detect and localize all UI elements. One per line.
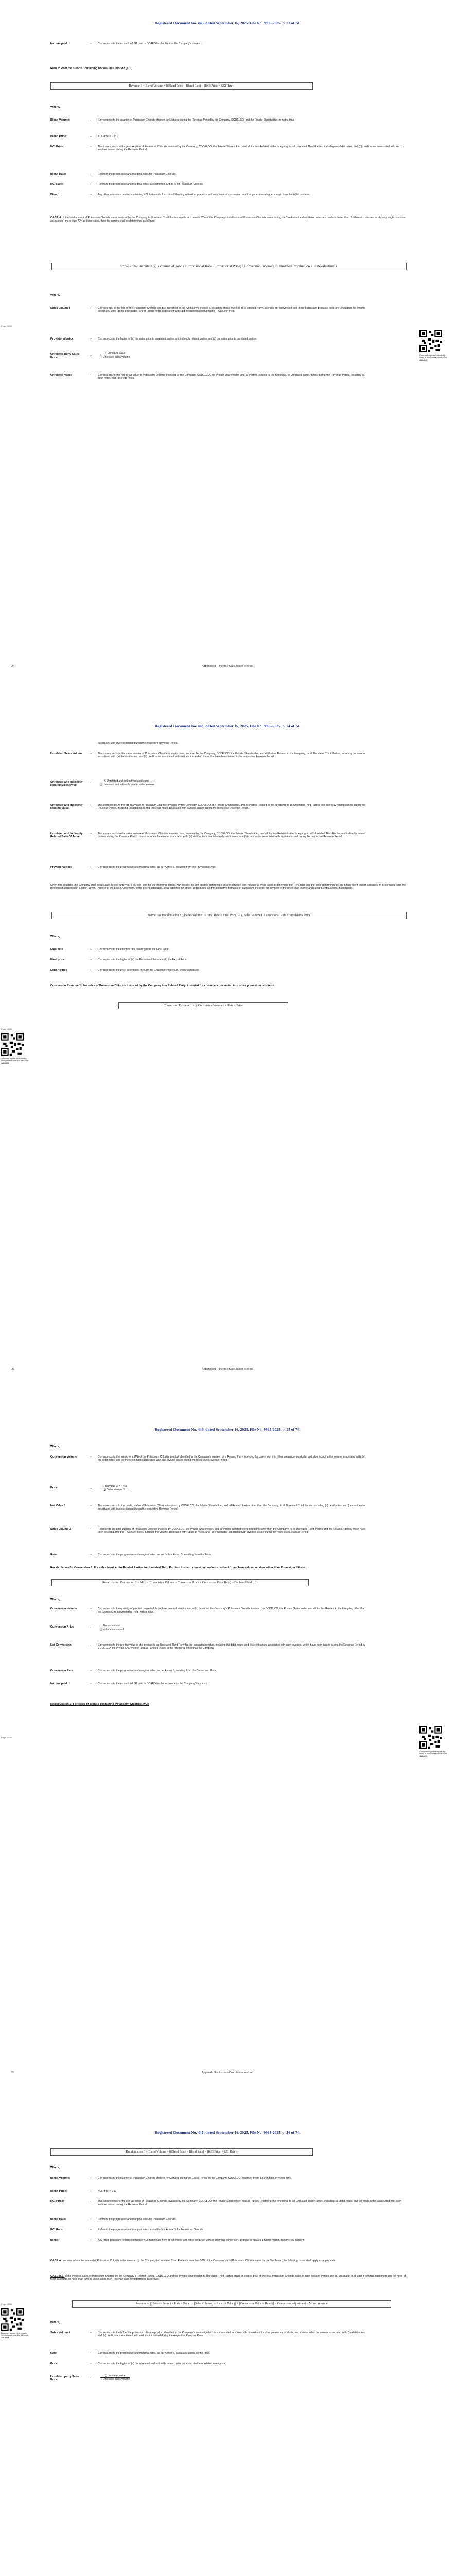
case-paragraph — [50, 2259, 406, 2262]
dash: – — [90, 307, 92, 310]
case-text: If the total amount of Potassium Chloride sales invoiced by the Company to Unrelated Third Parties equals or exceeds 50% of the Company's total invoiced Potassium Chloride sales during the Tax Period and (a) those sales are made to fewer than 3 different customers or (b) any single customer accounts for more than 70% of those sales, then the income shall be determined as follows: — [50, 216, 406, 223]
fraction-numerator: ∑ Unrelated and indirectly related value i — [100, 779, 154, 783]
case-text: If the invoiced sales of Potassium Chloride by the Company's Related Parties, CODELCO and the Private Shareholder, to Unrelated Third Parties equal or exceed 50% of the total Potassium Chloride sales of such Related Parties and (a) are made to at least 3 different customers and (b) none of them accounts for more than 70% of those sales, then Revenue shall be determined as follows: — [50, 2275, 406, 2281]
section-heading: Recalculation 3: For sales of Blends containing Potassium Chloride (KCl) — [50, 1703, 149, 1706]
definition: Corresponds to the higher of (a) the unrelated and indirectly related sales price and (b) the unrelated sales price. — [98, 2362, 226, 2365]
term: Blend Rate: — [50, 2218, 66, 2221]
dash: – — [90, 118, 92, 122]
term: Blend: — [50, 193, 60, 196]
qr-code-icon — [419, 330, 442, 352]
paragraph: Given this situation, the Company shall recalculate before, until year-end, the Rent for the following period, with respect to any positive differences arising between the Provisional Price used to determine the Rent paid and the price determined by an independent expert appointed in accordance with the mechanism described in Section Seven-Three(g) of the Lease Agreement, to the extent applicable, shall establish the prices, procedures, and/or alternative formulas for calculating the price for payment of the respective quarter and subsequent quarters, if applicable. — [50, 884, 406, 890]
term: Blend Volume: — [50, 2177, 71, 2180]
definition: Corresponds to the progressive and marginal rates, as set forth in Annex 5, resulting from the Price. — [98, 1553, 212, 1556]
dash: – — [90, 752, 92, 755]
definition: This corresponds to the sales volume of Potassium Chloride in metric tons, invoiced by the Company, CODELCO, the Private Shareholder, and all Parties Related to the foregoing, to all Unrelated Third Parties and indirectly related parties, during the Revenue Period. It also includes the volume associated with: (a) debit notes associated with said invoice, and (b) credit notes associated with invoices issued during the respective Revenue Period. — [98, 832, 365, 839]
dash: – — [90, 866, 92, 869]
term: Unrelated and Indirectly Related Sales Volume — [50, 832, 83, 838]
definition: Corresponds to the higher of (a) the Provisional Price and (b) the Export Price. — [98, 958, 187, 961]
page-header: Registered Document No. 446, dated September 16, 2025. File No. 9995-2025. p. 26 of 74. — [154, 2130, 301, 2135]
term: KCl Price: — [50, 2200, 64, 2203]
formula-box: Provisional Income = ∑ [(Volume of goods × Provisional Rate × Provisional Price) / Conversion Income] × Unrelated Revaluation 2 × Revaluation 3 — [51, 263, 407, 270]
dash: – — [90, 1607, 92, 1611]
page-1 — [0, 0, 455, 703]
fraction-denominator: ∑ Volume converted — [100, 1628, 124, 1631]
term: Blend Rate: — [50, 173, 66, 176]
dash: – — [90, 1626, 92, 1630]
where-label: Where, — [50, 2166, 60, 2170]
fraction-denominator: ∑ Unrelated sales volume — [100, 355, 130, 359]
page-number: 25 — [11, 1368, 15, 1371]
page-footer: Appendix 9 – Income Calculation Method — [201, 2071, 254, 2074]
term: Price — [50, 1486, 58, 1489]
term: Sales Volume i — [50, 307, 71, 310]
where-label: Where, — [50, 1445, 60, 1448]
page-footer: Appendix 9 – Income Calculation Method — [201, 1368, 254, 1371]
formula-box: Conversion Revenue 1 = ∑ Conversion Volume i × Rate × Price — [118, 1002, 288, 1009]
stamp-text: Document signed electronically. Verify at www.notario.cl with code — [419, 1751, 447, 1755]
page-number: 26 — [11, 2071, 15, 2074]
definition: Corresponds to the metric tons (Mt) of the Potassium Chloride product identified in the Company's invoice i to a Related Party, intended for conversion into other potassium products, and also including the volume associated with: (a) the debit notes, and (b) the credit notes associated with said invoice issued during the respective Revenue Period. — [98, 1455, 365, 1462]
dash: – — [90, 2239, 92, 2242]
section-heading: Rent 3: Rent for Blends Containing Potassium Chloride (KCl) — [50, 67, 133, 70]
definition: KCl Price × 1.13 — [98, 135, 117, 138]
dash: – — [90, 135, 92, 138]
dash: – — [90, 2331, 92, 2334]
fraction — [100, 352, 130, 359]
term: Net Value 3 — [50, 1504, 66, 1507]
definition: Corresponds to the progressive and marginal rates, as per Annex 5, calculated based on the Price. — [98, 2352, 211, 2355]
term: Price — [50, 2362, 58, 2365]
term: Provisional price — [50, 337, 74, 341]
fraction-numerator: ∑ net value 1i × 4 % i — [100, 1485, 129, 1488]
dash: – — [90, 2362, 92, 2365]
where-label: Where, — [50, 106, 60, 109]
term: Unrelated party Sales Price — [50, 2375, 80, 2381]
dash: – — [90, 804, 92, 807]
dash: – — [90, 193, 92, 196]
dash: – — [90, 1528, 92, 1531]
page-label: Page: 39/56 — [1, 325, 12, 327]
dash: – — [90, 374, 92, 377]
dash: – — [90, 1504, 92, 1507]
dash: – — [90, 948, 92, 951]
definition: Corresponds to the higher of (a) the sales price to unrelated parties and indirectly related parties and (b) the sales price to unrelated parties. — [98, 337, 257, 341]
where-label: Where, — [50, 2321, 60, 2324]
continuation-text: associated with invoices issued during the respective Revenue Period. — [98, 742, 178, 745]
dash: – — [90, 2200, 92, 2203]
where-label: Where, — [50, 935, 60, 938]
term: Blend Price: — [50, 135, 67, 138]
dash: – — [90, 337, 92, 341]
signature-stamp — [1, 1058, 29, 1064]
dash: – — [90, 2177, 92, 2180]
fraction-denominator: ∑ Unrelated and indirectly related sales volume — [100, 783, 154, 786]
fraction — [100, 1624, 124, 1631]
formula-box: Recalculation 3 = Blend Volume × [(Blend Price − Blend Rate) − (KCl Price × KCl Rate)] — [50, 2148, 313, 2156]
definition: Corresponds to the net-of-tax value of Potassium Chloride invoiced by the Company, CODELCO, the Private Shareholder, and all Parties Related to the foregoing, to Unrelated Third Parties during the Revenue Period, including (a) debit notes, and (b) credit notes. — [98, 374, 365, 380]
case-label: CASE A: — [50, 2259, 62, 2262]
stamp-code: 446-2025 — [419, 359, 428, 361]
qr-code-icon — [419, 1726, 442, 1749]
term: Unrelated Sales Volume — [50, 752, 83, 755]
where-label: Where, — [50, 1598, 60, 1601]
definition: This corresponds to the pre-tax price of Potassium Chloride invoiced by the Company, CODELCO, the Private Shareholder, and all Parties Related to the foregoing, to all Unrelated Third Parties, including (a) debit notes, and (b) credit notes associated with such invoices issued during the Revenue Period. — [98, 145, 401, 152]
dash: – — [90, 42, 92, 45]
definition: Any other potassium product containing KCl that results from direct mixing with other products, without chemical conversion, and that generates a higher margin than the KCl content. — [98, 2239, 305, 2242]
term: Rate — [50, 2352, 57, 2355]
dash: – — [90, 145, 92, 148]
page-footer: Appendix 9 – Income Calculation Method — [201, 665, 254, 668]
definition: Corresponds to the pre-tax value of the invoices to an Unrelated Third Party for the converted product, including (a) debit notes, and (b) credit notes associated with such invoices, which have been issued during the Revenue Period by CODELCO, the Private Shareholder, and all Parties Related to the foregoing, other than the Company. — [98, 1643, 365, 1650]
dash: – — [90, 2190, 92, 2193]
definition: KCl Price × 1.13 — [98, 2190, 117, 2193]
page-header: Registered Document No. 446, dated September 16, 2025. File No. 9995-2025. p. 23 of 74. — [154, 21, 301, 25]
definition: Refers to the progressive and marginal rates for Potassium Chloride. — [98, 173, 177, 176]
dash: – — [90, 1455, 92, 1459]
dash: – — [90, 782, 92, 785]
where-label: Where, — [50, 294, 60, 297]
fraction — [100, 2374, 130, 2381]
term: Unrelated and Indirectly Related Value — [50, 804, 83, 810]
stamp-code: 446-2025 — [419, 1755, 428, 1757]
stamp-text: Document signed electronically. Verify at www.notario.cl with code — [419, 354, 447, 359]
definition: Corresponds to the quantity of Potassium Chloride shipped for Mixtures during the Lease Period by the Company, CODELCO, and the Private Shareholder, in metric tons. — [98, 2177, 292, 2180]
definition: Corresponds to the amount in US$ paid to CORFO for the Rent on the Company's invoice i. — [98, 42, 202, 45]
term: KCl Price: — [50, 145, 64, 148]
section-heading: Recalculation for Conversion 2: For sales invoiced to Related Parties to Unrelated Third Parties of other potassium products derived from chemical conversion, other than Potassium Nitrate. — [50, 1566, 306, 1569]
term: Export Price — [50, 969, 67, 972]
case-paragraph — [50, 216, 406, 223]
term: Final rate — [50, 948, 63, 951]
dash: – — [90, 1553, 92, 1556]
term: Blend: — [50, 2239, 60, 2242]
term: Blend Volume: — [50, 118, 71, 122]
fraction-numerator: ∑ Unrelated value — [100, 2374, 130, 2378]
qr-code-icon — [1, 1033, 24, 1056]
term: Net Conversion — [50, 1643, 72, 1647]
dash: – — [90, 832, 92, 835]
formula-box: Revenue 3 = Blend Volume × [(Blend Price − Blend Rate) − (KCl Price × KCl Rate)] — [50, 82, 313, 90]
signature-stamp — [1, 2332, 29, 2339]
term: KCl Rate: — [50, 183, 63, 186]
case-paragraph — [50, 2275, 406, 2281]
page-4 — [0, 2110, 455, 2576]
definition: Corresponds to the quantity of Potassium Chloride shipped for Mixtures during the Revenue Period by the Company, CODELCO, and the Private Shareholder, in metric tons. — [98, 118, 295, 122]
fraction — [100, 1485, 129, 1492]
case-label: CASE A: — [50, 216, 62, 219]
case-label: CASE B.1: — [50, 2275, 65, 2278]
term: Income paid i — [50, 1682, 69, 1685]
term: Sales Volume 3 — [50, 1528, 71, 1531]
definition: Corresponds to the amount in US$ paid to CORFO for the Income from the Company's invoice i. — [98, 1682, 207, 1685]
term: Rate — [50, 1553, 57, 1556]
term: KCl Rate: — [50, 2228, 63, 2231]
definition: Corresponds to the MT of the Potassium Chloride product identified in the Company's invoice i, excluding those invoiced to a Related Party, intended for conversion into other potassium products, less any (including the volume associated with: (a) the debit notes, and (b) credit notes associated with said invoice) issued during the Revenue Period. — [98, 307, 365, 313]
definition: Corresponds to the effective rate resulting from the Final Price. — [98, 948, 169, 951]
fraction-denominator: ∑ Sales Volume 3i — [104, 1488, 126, 1492]
stamp-text: Document signed electronically. Verify at www.notario.cl with code — [1, 1058, 29, 1062]
dash: – — [90, 183, 92, 186]
fraction-numerator: ∑ Unrelated value — [100, 352, 130, 355]
dash: – — [90, 2352, 92, 2355]
term: Conversion Rate — [50, 1669, 73, 1672]
signature-stamp — [419, 1751, 450, 1757]
fraction-numerator: Net conversion — [100, 1624, 124, 1628]
section-heading: Conversion Revenue 1: For sales of Potassium Chloride invoiced by the Company to a Related Party, intended for chemical conversion into other potassium products. — [50, 984, 275, 987]
dash: – — [90, 173, 92, 176]
definition: Refers to the progressive and marginal rates, as set forth in Annex 5, for Potassium Chloride. — [98, 2228, 204, 2231]
definition: Corresponds to the progressive and marginal rates, as per Annex 5, resulting from the Provisional Price. — [98, 866, 217, 869]
dash: – — [90, 2228, 92, 2231]
definition: This corresponds to the pre-tax value of Potassium Chloride invoiced by the Company, CODELCO, the Private Shareholder, and all Parties Related to the foregoing, to all Unrelated Third Parties and indirectly related parties during the Revenue Period, including (a) debit notes and (b) credit notes associated with invoices issued during the respective Revenue Period. — [98, 804, 365, 810]
definition: Refers to the progressive and marginal rates, as set forth in Annex 5, for Potassium Chloride. — [98, 183, 204, 186]
page-number: 24 — [11, 665, 15, 668]
stamp-code: 446-2025 — [1, 1062, 9, 1064]
term: Conversion Volume i — [50, 1455, 79, 1459]
definition: This corresponds to the pre-tax price of Potassium Chloride invoiced by the Company, CODELCO, the Private Shareholder, and all Parties Related to the foregoing, to all Unrelated Third Parties, including (a) debit notes, and (b) credit notes associated with such invoices issued during the Revenue Period. — [98, 2200, 401, 2207]
formula-box: Recalculation Conversion 2 = Max. {(Conversion Volume × Conversion Price × Conversion Price Rate) − Declared Paid i, 0} — [51, 1579, 309, 1586]
definition: Any other potassium product containing KCl that results from direct blending with other products, without chemical conversion, and that generates a higher margin than the KCl it contains. — [98, 193, 310, 196]
dash: – — [90, 2218, 92, 2221]
dash: – — [90, 2377, 92, 2380]
term: Unrelated and Indirectly Related Sales Price — [50, 781, 83, 787]
page-label: Page: 42/56 — [1, 2303, 12, 2306]
definition: Corresponds to the quantity of product converted through a chemical reaction and sold, based on the Company's Potassium Chloride invoice i, by CODELCO, the Private Shareholder, and all Parties Related to the foregoing other than the Company, to all Unrelated Third Parties in Mt. — [98, 1607, 365, 1614]
signature-stamp — [419, 354, 450, 361]
dash: – — [90, 354, 92, 358]
page-header: Registered Document No. 446, dated September 16, 2025. File No. 9995-2025. p. 25 of 74. — [154, 1427, 301, 1432]
fraction-denominator: ∑ Unrelated sales volume — [100, 2378, 130, 2381]
term: Final price — [50, 958, 65, 961]
term: Sales Volume i — [50, 2331, 71, 2334]
dash: – — [90, 1682, 92, 1685]
term: Unrelated party Sales Price — [50, 353, 80, 359]
page-label: Page: 40/56 — [1, 1028, 12, 1030]
term: Blend Price: — [50, 2190, 67, 2193]
term: Unrelated Value — [50, 374, 72, 377]
stamp-text: Document signed electronically. Verify at www.notario.cl with code — [1, 2332, 29, 2337]
dash: – — [90, 1669, 92, 1672]
fraction — [100, 779, 154, 786]
case-text: In cases where the amount of Potassium Chloride sales invoiced by the Company to Unrelated Third Parties is less than 50% of the Company's total Potassium Chloride sales for the Tax Period, the following cases shall apply as appropriate. — [62, 2259, 336, 2262]
term: Provisional rate — [50, 866, 72, 869]
definition: This corresponds to the pre-tax value of Potassium Chloride invoiced by CODELCO, the Private Shareholder, and all Related Parties other than the Company, to all Unrelated Third Parties, including (a) debit notes, and (b) credit notes associated with invoices issued during the respective Revenue Period. — [98, 1504, 365, 1511]
definition: Represents the total quantity of Potassium Chloride invoiced by CODELCO, the Private Shareholder, and all Parties Related to the foregoing other than the Company, to all Unrelated Third Parties and the Related Parties, which have been issued during the Revenue Period, including the volume associated with: (a) debit notes, and (b) credit notes associated with invoices issued during the respective Revenue Period. — [98, 1528, 365, 1534]
qr-code-icon — [1, 2308, 24, 2331]
page-2 — [0, 703, 455, 1406]
dash: – — [90, 958, 92, 961]
stamp-code: 446-2025 — [1, 2336, 9, 2339]
definition: Refers to the progressive and marginal rates for Potassium Chloride. — [98, 2218, 177, 2221]
page-3 — [0, 1406, 455, 2110]
definition: Corresponds to the MT of the potassium chloride product identified in the Company's invoice i, which is not intended for chemical conversion into other potassium products, and also includes the volume associated with: (a) debit notes, and (b) credit notes associated with said invoice issued during the respective Revenue Period. — [98, 2331, 365, 2338]
dash: – — [90, 1487, 92, 1490]
term: Conversion Volume — [50, 1607, 77, 1611]
term: Conversion Price — [50, 1625, 74, 1629]
term: Income paid i — [50, 42, 69, 45]
page-header: Registered Document No. 446, dated September 16, 2025. File No. 9995-2025. p. 24 of 74. — [154, 724, 301, 728]
formula-box: Revenue = ∑[Sales volume i × Rate × Price] + [Sales volume j × Rate j × Price j] + [Conversion Price × Rate k] − Conversion adjustment − Mixed revenue — [72, 2300, 391, 2308]
definition: Corresponds to the price determined through the Challenge Procedure, where applicable. — [98, 969, 200, 972]
page-label: Page: 41/56 — [1, 1736, 12, 1739]
dash: – — [90, 969, 92, 972]
dash: – — [90, 1643, 92, 1647]
definition: Corresponds to the progressive and marginal rates, as per Annex 5, resulting from the Conversion Price. — [98, 1669, 217, 1672]
formula-box: Income Tax Recalculation = ∑[Sales volume i × Final Rate × Final Price] − ∑[Sales Volume i × Provisional Rate × Provisional Price] — [51, 912, 407, 919]
definition: This corresponds to the sales volume of Potassium Chloride in metric tons, invoiced by the Company, CODELCO, the Private Shareholder, and all Parties Related to the foregoing, to all Unrelated Third Parties, including the volume associated with: (a) the debit notes, and (b) credit notes associated with said invoice and (c) those that have been issued to the respective Revenue Period. — [98, 752, 365, 759]
